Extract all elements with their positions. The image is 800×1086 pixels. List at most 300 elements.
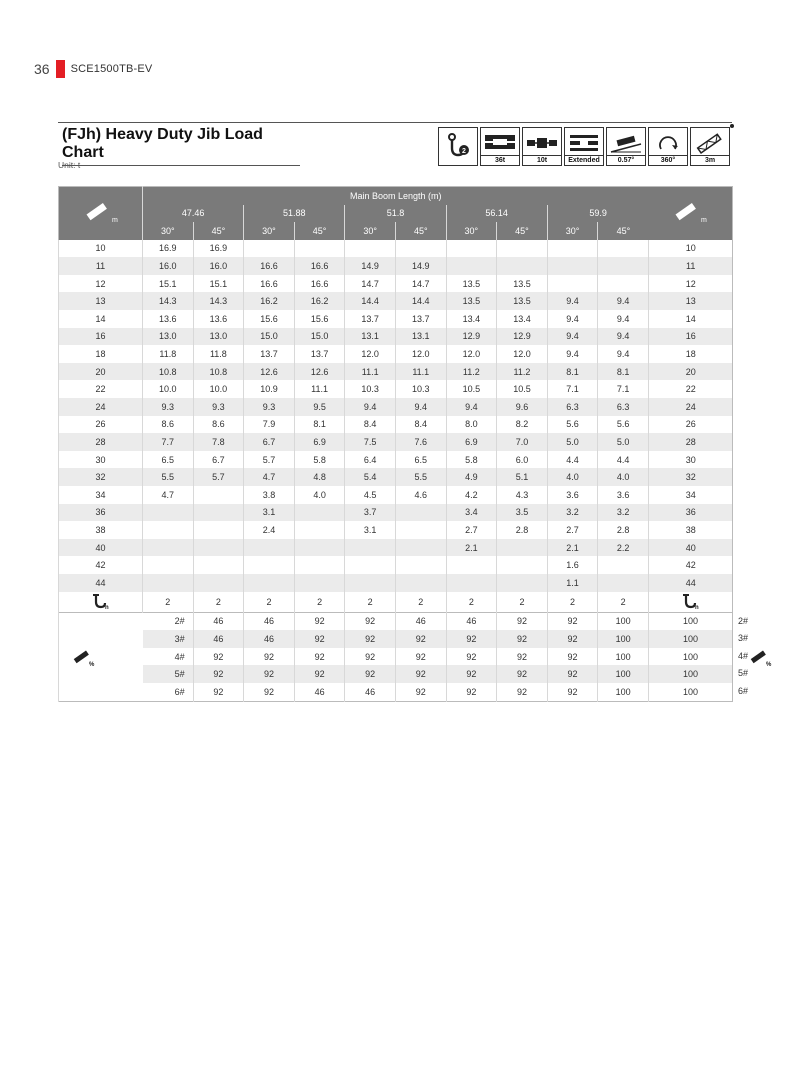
load-cell: 2.7 xyxy=(446,521,497,539)
jib-radius-icon xyxy=(81,198,121,226)
boom-length-header: 51.8 xyxy=(345,205,446,223)
load-cell xyxy=(244,556,295,574)
jib-length-icon: 3m xyxy=(690,127,730,166)
load-cell: 9.4 xyxy=(598,310,649,328)
falls-cell: 2 xyxy=(244,592,295,613)
section-percent-cell: 46 xyxy=(395,612,446,630)
radius-cell: 44 xyxy=(648,574,732,592)
load-cell: 11.1 xyxy=(345,363,396,381)
load-cell: 3.6 xyxy=(598,486,649,504)
load-cell xyxy=(395,574,446,592)
radius-cell: 30 xyxy=(648,451,732,469)
section-percent-cell: 100 xyxy=(598,648,649,666)
table-row xyxy=(59,275,733,293)
load-cell: 10.8 xyxy=(193,363,244,381)
load-cell: 2.7 xyxy=(547,521,598,539)
load-cell: 12.0 xyxy=(497,345,548,363)
load-cell: 4.4 xyxy=(598,451,649,469)
table-row xyxy=(59,416,733,434)
load-cell xyxy=(193,574,244,592)
angles-row xyxy=(59,222,733,240)
page-header xyxy=(34,60,152,78)
radius-header-left xyxy=(59,187,143,240)
load-cell: 12.9 xyxy=(497,328,548,346)
load-cell: 9.4 xyxy=(547,328,598,346)
unit-label: Unit: t xyxy=(58,160,81,170)
load-cell: 2.8 xyxy=(497,521,548,539)
table-row xyxy=(59,257,733,275)
falls-cell: 2 xyxy=(598,592,649,613)
load-cell xyxy=(395,521,446,539)
section-percent-cell: 92 xyxy=(395,648,446,666)
section-row xyxy=(59,648,733,666)
load-cell: 8.4 xyxy=(395,416,446,434)
load-cell: 10.5 xyxy=(446,380,497,398)
radius-cell: 34 xyxy=(648,486,732,504)
section-percent-cell: 92 xyxy=(294,665,345,683)
load-cell: 5.0 xyxy=(547,433,598,451)
load-cell: 3.6 xyxy=(547,486,598,504)
load-cell: 13.6 xyxy=(193,310,244,328)
radius-cell: 28 xyxy=(59,433,143,451)
boom-lengths-row xyxy=(59,205,733,223)
load-cell: 8.1 xyxy=(547,363,598,381)
load-cell: 13.7 xyxy=(244,345,295,363)
load-cell: 5.5 xyxy=(143,468,194,486)
section-percent-cell: 46 xyxy=(345,683,396,701)
angle-header: 30° xyxy=(244,222,295,240)
load-cell: 9.4 xyxy=(547,345,598,363)
load-chart-table xyxy=(58,186,772,702)
table-row xyxy=(59,556,733,574)
load-cell: 14.4 xyxy=(345,292,396,310)
load-cell: 8.2 xyxy=(497,416,548,434)
load-cell: 4.8 xyxy=(294,468,345,486)
load-cell: 15.1 xyxy=(143,275,194,293)
load-cell xyxy=(547,257,598,275)
load-cell: 11.8 xyxy=(193,345,244,363)
section-percent-cell: 92 xyxy=(446,683,497,701)
section-percent-cell: 46 xyxy=(294,683,345,701)
section-tag: 4# xyxy=(737,650,748,661)
radius-cell: 13 xyxy=(59,292,143,310)
radius-cell: 26 xyxy=(59,416,143,434)
table-row xyxy=(59,345,733,363)
load-cell: 13.1 xyxy=(345,328,396,346)
radius-cell: 42 xyxy=(59,556,143,574)
load-cell: 9.3 xyxy=(143,398,194,416)
load-cell xyxy=(497,240,548,258)
title-area xyxy=(58,118,732,170)
load-cell xyxy=(345,556,396,574)
load-cell xyxy=(193,556,244,574)
falls-icon xyxy=(59,592,143,613)
falls-icon xyxy=(648,592,732,613)
main-boom-header-row xyxy=(59,187,733,205)
load-cell: 4.0 xyxy=(547,468,598,486)
load-cell: 11.8 xyxy=(143,345,194,363)
load-cell: 16.2 xyxy=(244,292,295,310)
load-cell: 13.6 xyxy=(143,310,194,328)
load-cell: 5.6 xyxy=(547,416,598,434)
page-title: (FJh) Heavy Duty Jib Load Chart xyxy=(62,126,300,166)
load-cell xyxy=(244,539,295,557)
load-cell: 16.6 xyxy=(244,257,295,275)
angle-header: 45° xyxy=(497,222,548,240)
load-cell: 9.3 xyxy=(244,398,295,416)
load-cell: 13.0 xyxy=(193,328,244,346)
load-cell xyxy=(143,574,194,592)
load-cell: 7.1 xyxy=(598,380,649,398)
section-tag: 2# xyxy=(737,615,748,626)
load-cell: 4.5 xyxy=(345,486,396,504)
section-percent-cell: 92 xyxy=(497,630,548,648)
table-row xyxy=(59,504,733,522)
section-percent-cell: 92 xyxy=(547,648,598,666)
load-cell: 6.3 xyxy=(598,398,649,416)
radius-cell: 14 xyxy=(59,310,143,328)
load-cell xyxy=(143,521,194,539)
load-cell: 9.4 xyxy=(598,328,649,346)
load-cell xyxy=(345,240,396,258)
rotation-icon: 360° xyxy=(648,127,688,166)
load-cell: 13.7 xyxy=(345,310,396,328)
load-cell xyxy=(395,504,446,522)
load-cell: 6.5 xyxy=(395,451,446,469)
section-percent-cell: 92 xyxy=(497,683,548,701)
falls-row xyxy=(59,592,733,613)
falls-cell: 2 xyxy=(193,592,244,613)
section-tag: 3# xyxy=(143,630,194,648)
load-cell: 10.3 xyxy=(395,380,446,398)
load-cell: 10.0 xyxy=(143,380,194,398)
load-cell xyxy=(598,574,649,592)
load-cell: 9.4 xyxy=(598,292,649,310)
load-cell: 5.4 xyxy=(345,468,396,486)
table-row xyxy=(59,292,733,310)
table-row xyxy=(59,328,733,346)
load-cell: 12.0 xyxy=(395,345,446,363)
load-cell: 7.6 xyxy=(395,433,446,451)
section-row xyxy=(59,612,733,630)
radius-cell: 11 xyxy=(59,257,143,275)
load-cell: 8.4 xyxy=(345,416,396,434)
section-tag: 6# xyxy=(174,686,185,697)
title-rule xyxy=(58,122,732,123)
load-cell: 6.7 xyxy=(193,451,244,469)
section-percent-cell: 46 xyxy=(193,612,244,630)
section-percent-cell: 92 xyxy=(547,683,598,701)
load-cell: 7.7 xyxy=(143,433,194,451)
load-cell: 11.1 xyxy=(294,380,345,398)
radius-cell: 10 xyxy=(648,240,732,258)
load-cell: 7.8 xyxy=(193,433,244,451)
load-cell xyxy=(244,240,295,258)
section-percent-cell: 92 xyxy=(244,683,295,701)
load-cell: 14.4 xyxy=(395,292,446,310)
load-cell: 15.0 xyxy=(244,328,295,346)
load-cell: 5.7 xyxy=(244,451,295,469)
load-cell xyxy=(446,556,497,574)
section-percent-cell: 100 xyxy=(598,665,649,683)
load-cell xyxy=(497,556,548,574)
section-percent-cell: 100 xyxy=(648,665,732,683)
load-cell: 16.0 xyxy=(193,257,244,275)
load-cell: 5.5 xyxy=(395,468,446,486)
section-tag: 6# xyxy=(737,685,748,696)
load-cell: 3.2 xyxy=(547,504,598,522)
radius-cell: 22 xyxy=(648,380,732,398)
central-ballast-icon: 10t xyxy=(522,127,562,166)
load-cell: 9.4 xyxy=(345,398,396,416)
load-cell xyxy=(497,539,548,557)
model-name: SCE1500TB-EV xyxy=(70,63,153,75)
section-percent-cell: 92 xyxy=(547,665,598,683)
load-cell: 7.1 xyxy=(547,380,598,398)
load-cell: 9.4 xyxy=(547,310,598,328)
load-cell xyxy=(395,240,446,258)
load-cell: 6.5 xyxy=(143,451,194,469)
hook-icon xyxy=(438,127,478,166)
radius-cell: 12 xyxy=(648,275,732,293)
section-percent-cell: 92 xyxy=(497,665,548,683)
load-cell xyxy=(446,574,497,592)
table-row xyxy=(59,433,733,451)
load-cell: 4.3 xyxy=(497,486,548,504)
radius-cell: 20 xyxy=(59,363,143,381)
load-cell xyxy=(395,539,446,557)
table-row xyxy=(59,310,733,328)
load-cell: 13.5 xyxy=(497,275,548,293)
load-cell: 4.9 xyxy=(446,468,497,486)
load-cell: 13.4 xyxy=(497,310,548,328)
load-cell: 9.5 xyxy=(294,398,345,416)
load-cell: 12.9 xyxy=(446,328,497,346)
angle-header: 45° xyxy=(294,222,345,240)
svg-text:%: % xyxy=(89,661,95,668)
load-cell: 15.0 xyxy=(294,328,345,346)
section-percent-cell: 92 xyxy=(446,665,497,683)
load-cell: 5.7 xyxy=(193,468,244,486)
radius-header-right xyxy=(648,187,732,240)
load-cell: 16.6 xyxy=(294,275,345,293)
table-row xyxy=(59,240,733,258)
hook-falls-icon xyxy=(90,592,112,610)
load-cell xyxy=(193,539,244,557)
boom-length-header: 47.46 xyxy=(143,205,244,223)
load-cell: 12.0 xyxy=(345,345,396,363)
falls-cell: 2 xyxy=(143,592,194,613)
load-cell: 3.7 xyxy=(345,504,396,522)
falls-cell: 2 xyxy=(547,592,598,613)
section-percent-cell: 92 xyxy=(345,612,396,630)
boom-length-header: 59.9 xyxy=(547,205,648,223)
load-cell: 13.7 xyxy=(294,345,345,363)
section-percent-cell: 92 xyxy=(446,630,497,648)
section-percent-cell: 100 xyxy=(598,683,649,701)
load-cell: 10.9 xyxy=(244,380,295,398)
load-cell: 4.0 xyxy=(294,486,345,504)
section-percent-cell: 46 xyxy=(193,630,244,648)
angle-header: 30° xyxy=(547,222,598,240)
section-percent-cell: 92 xyxy=(345,648,396,666)
section-percent-cell: 46 xyxy=(244,630,295,648)
radius-cell: 18 xyxy=(59,345,143,363)
radius-cell: 44 xyxy=(59,574,143,592)
radius-cell: 42 xyxy=(648,556,732,574)
load-cell: 7.5 xyxy=(345,433,396,451)
load-cell: 16.2 xyxy=(294,292,345,310)
load-cell: 3.8 xyxy=(244,486,295,504)
section-percent-cell: 46 xyxy=(244,612,295,630)
falls-cell: 2 xyxy=(497,592,548,613)
load-cell: 14.9 xyxy=(345,257,396,275)
section-percent-cell: 100 xyxy=(648,683,732,701)
load-cell xyxy=(193,486,244,504)
load-cell: 6.4 xyxy=(345,451,396,469)
radius-cell: 11 xyxy=(648,257,732,275)
section-percent-cell: 92 xyxy=(345,630,396,648)
section-row xyxy=(59,630,733,648)
load-cell: 4.4 xyxy=(547,451,598,469)
load-cell xyxy=(143,504,194,522)
load-cell xyxy=(497,257,548,275)
config-icons xyxy=(438,127,730,166)
load-cell: 9.4 xyxy=(446,398,497,416)
load-cell: 1.6 xyxy=(547,556,598,574)
angle-header: 30° xyxy=(143,222,194,240)
section-percent-cell: 92 xyxy=(244,665,295,683)
load-cell xyxy=(244,574,295,592)
load-cell: 13.0 xyxy=(143,328,194,346)
radius-cell: 20 xyxy=(648,363,732,381)
load-cell: 9.4 xyxy=(395,398,446,416)
load-cell: 3.1 xyxy=(244,504,295,522)
section-percent-cell: 92 xyxy=(395,683,446,701)
radius-cell: 16 xyxy=(59,328,143,346)
load-cell: 2.1 xyxy=(446,539,497,557)
table-row xyxy=(59,539,733,557)
section-percent-cell: 46 xyxy=(446,612,497,630)
radius-cell: 12 xyxy=(59,275,143,293)
radius-cell: 32 xyxy=(59,468,143,486)
section-percent-cell: 92 xyxy=(244,648,295,666)
section-percent-cell: 92 xyxy=(193,683,244,701)
section-row xyxy=(59,665,733,683)
angle-header: 30° xyxy=(345,222,396,240)
load-cell xyxy=(598,556,649,574)
load-cell: 16.6 xyxy=(294,257,345,275)
load-cell: 8.6 xyxy=(193,416,244,434)
load-cell: 14.9 xyxy=(395,257,446,275)
radius-cell: 13 xyxy=(648,292,732,310)
load-cell: 8.1 xyxy=(294,416,345,434)
section-percent-cell: 92 xyxy=(395,665,446,683)
radius-cell: 22 xyxy=(59,380,143,398)
load-cell: 16.9 xyxy=(193,240,244,258)
load-cell: 11.2 xyxy=(497,363,548,381)
load-cell: 8.6 xyxy=(143,416,194,434)
main-boom-length-label: Main Boom Length (m) xyxy=(143,187,649,205)
radius-cell: 18 xyxy=(648,345,732,363)
section-percent-cell: 92 xyxy=(294,648,345,666)
load-cell: 12.6 xyxy=(294,363,345,381)
section-percent-cell: 100 xyxy=(648,648,732,666)
load-cell: 3.1 xyxy=(345,521,396,539)
load-cell xyxy=(497,574,548,592)
load-cell: 16.6 xyxy=(244,275,295,293)
load-cell: 6.7 xyxy=(244,433,295,451)
load-cell: 13.5 xyxy=(446,292,497,310)
angle-header: 30° xyxy=(446,222,497,240)
load-cell: 8.1 xyxy=(598,363,649,381)
slope-icon: 0.57° xyxy=(606,127,646,166)
load-cell: 10.8 xyxy=(143,363,194,381)
load-cell: 5.6 xyxy=(598,416,649,434)
load-cell: 4.0 xyxy=(598,468,649,486)
load-cell: 10.3 xyxy=(345,380,396,398)
svg-text:2: 2 xyxy=(462,148,466,155)
table-row xyxy=(59,363,733,381)
section-percent-cell: 92 xyxy=(345,665,396,683)
load-cell: 15.1 xyxy=(193,275,244,293)
load-cell: 12.0 xyxy=(446,345,497,363)
red-marker xyxy=(56,60,65,78)
section-percent-cell: 92 xyxy=(193,665,244,683)
load-cell xyxy=(446,240,497,258)
load-cell: 9.3 xyxy=(193,398,244,416)
load-cell: 7.0 xyxy=(497,433,548,451)
section-percent-cell: 92 xyxy=(547,612,598,630)
table-row xyxy=(59,574,733,592)
page-number: 36 xyxy=(34,61,50,77)
section-percent-cell: 100 xyxy=(648,630,732,648)
load-cell: 14.7 xyxy=(395,275,446,293)
boom-section-icon xyxy=(71,646,97,668)
radius-cell: 40 xyxy=(59,539,143,557)
load-cell: 5.1 xyxy=(497,468,548,486)
svg-text:n: n xyxy=(694,604,699,610)
load-cell: 11.1 xyxy=(395,363,446,381)
load-cell xyxy=(143,539,194,557)
falls-cell: 2 xyxy=(446,592,497,613)
radius-cell: 28 xyxy=(648,433,732,451)
radius-cell: 36 xyxy=(59,504,143,522)
boom-section-icon xyxy=(748,646,774,668)
counterweight-icon: 36t xyxy=(480,127,520,166)
section-percent-cell: 92 xyxy=(395,630,446,648)
radius-cell: 14 xyxy=(648,310,732,328)
section-tag: 4# xyxy=(174,651,185,662)
load-cell: 16.9 xyxy=(143,240,194,258)
jib-radius-icon xyxy=(670,198,710,226)
radius-cell: 36 xyxy=(648,504,732,522)
svg-text:%: % xyxy=(765,661,772,668)
angle-header: 45° xyxy=(193,222,244,240)
load-cell xyxy=(345,574,396,592)
section-tag: 5# xyxy=(737,668,748,679)
load-cell xyxy=(193,504,244,522)
boom-length-header: 56.14 xyxy=(446,205,547,223)
load-cell: 2.1 xyxy=(547,539,598,557)
svg-text:m: m xyxy=(111,217,118,225)
load-cell: 9.6 xyxy=(497,398,548,416)
load-cell: 6.3 xyxy=(547,398,598,416)
radius-cell: 40 xyxy=(648,539,732,557)
angle-header: 45° xyxy=(395,222,446,240)
section-tag: 3# xyxy=(737,633,748,644)
table-row xyxy=(59,468,733,486)
